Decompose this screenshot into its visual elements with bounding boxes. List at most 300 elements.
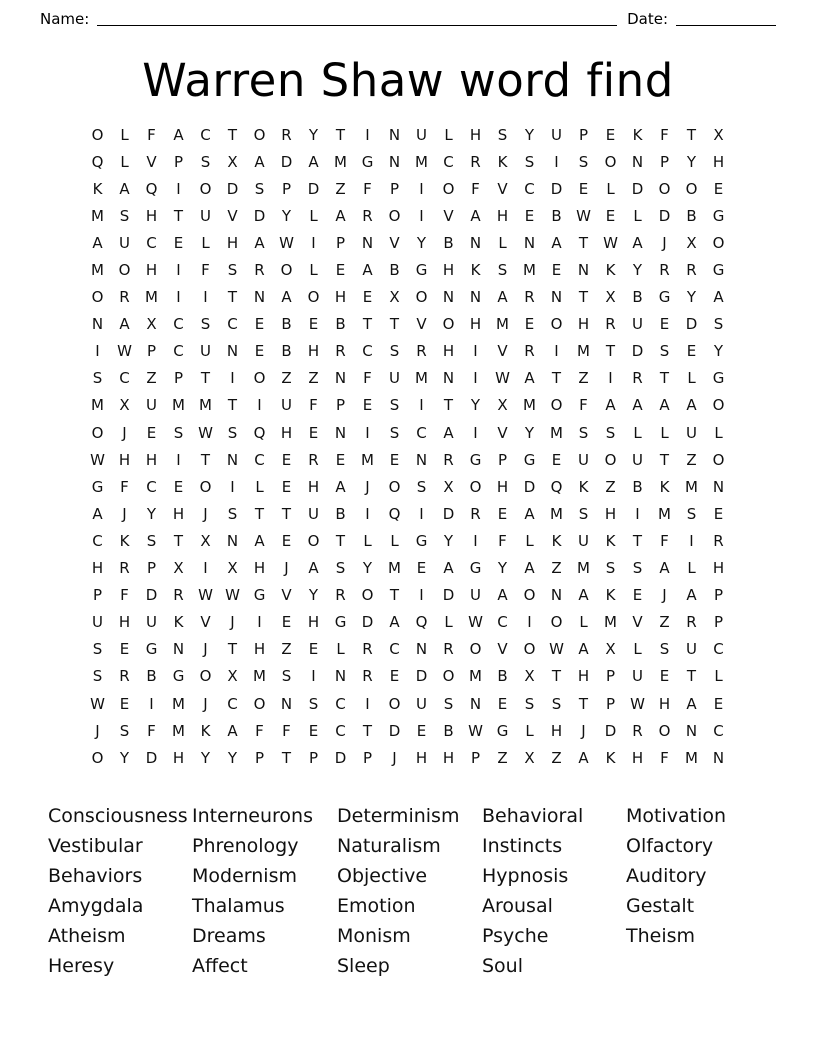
grid-letter: D: [631, 179, 644, 198]
grid-letter: M: [388, 559, 401, 578]
word-item: Arousal: [482, 895, 553, 918]
grid-letter: D: [442, 504, 455, 523]
grid-letter: S: [146, 531, 157, 550]
grid-letter: X: [524, 667, 535, 686]
word-item: Amygdala: [48, 895, 144, 918]
grid-letter: N: [172, 640, 185, 659]
grid-letter: F: [282, 721, 291, 740]
word-item: Heresy: [48, 955, 115, 978]
grid-letter: N: [469, 288, 482, 307]
grid-letter: L: [525, 531, 534, 550]
name-blank-line: [97, 11, 617, 26]
grid-letter: N: [388, 152, 401, 171]
grid-letter: L: [633, 423, 642, 442]
grid-letter: R: [686, 613, 697, 632]
grid-letter: O: [550, 315, 563, 334]
grid-letter: E: [686, 342, 697, 361]
grid-letter: Y: [470, 396, 481, 415]
grid-letter: A: [578, 748, 589, 767]
grid-letter: P: [173, 369, 184, 388]
grid-letter: I: [419, 179, 424, 198]
grid-letter: M: [91, 396, 104, 415]
grid-letter: K: [605, 261, 616, 280]
grid-letter: L: [363, 531, 372, 550]
grid-letter: B: [443, 721, 454, 740]
word-item: Soul: [482, 955, 524, 978]
grid-letter: P: [605, 694, 616, 713]
word-item: Vestibular: [48, 835, 143, 858]
grid-letter: K: [659, 477, 670, 496]
grid-letter: O: [199, 477, 212, 496]
grid-letter: G: [496, 721, 509, 740]
grid-letter: Y: [497, 559, 508, 578]
word-item: Psyche: [482, 925, 549, 948]
grid-letter: L: [498, 233, 507, 252]
grid-letter: S: [713, 315, 724, 334]
grid-letter: D: [685, 315, 698, 334]
grid-letter: S: [443, 694, 454, 713]
grid-letter: R: [470, 504, 481, 523]
grid-letter: S: [389, 423, 400, 442]
grid-letter: L: [336, 640, 345, 659]
grid-letter: Y: [308, 586, 319, 605]
grid-letter: T: [200, 450, 211, 469]
grid-letter: M: [604, 613, 617, 632]
grid-letter: T: [686, 125, 697, 144]
grid-letter: X: [146, 315, 157, 334]
grid-letter: U: [686, 423, 697, 442]
grid-letter: E: [335, 450, 346, 469]
grid-letter: I: [176, 450, 181, 469]
grid-letter: L: [714, 667, 723, 686]
grid-letter: R: [632, 369, 643, 388]
grid-letter: G: [91, 477, 104, 496]
grid-letter: Y: [308, 125, 319, 144]
grid-letter: M: [91, 206, 104, 225]
grid-letter: D: [523, 477, 536, 496]
grid-letter: L: [660, 423, 669, 442]
grid-letter: D: [145, 748, 158, 767]
grid-letter: A: [92, 233, 103, 252]
word-item: Theism: [626, 925, 696, 948]
grid-letter: N: [415, 640, 428, 659]
grid-letter: I: [554, 342, 559, 361]
grid-letter: M: [577, 342, 590, 361]
grid-letter: Y: [227, 748, 238, 767]
grid-letter: T: [551, 667, 562, 686]
grid-letter: M: [685, 748, 698, 767]
grid-letter: H: [631, 748, 644, 767]
grid-letter: M: [469, 667, 482, 686]
grid-letter: E: [713, 179, 724, 198]
grid-letter: D: [550, 179, 563, 198]
grid-letter: H: [442, 748, 455, 767]
grid-letter: O: [523, 640, 536, 659]
grid-letter: F: [498, 531, 507, 550]
grid-letter: E: [605, 206, 616, 225]
grid-letter: K: [92, 179, 103, 198]
grid-letter: S: [632, 559, 643, 578]
grid-letter: C: [254, 450, 265, 469]
grid-letter: G: [523, 450, 536, 469]
grid-letter: C: [497, 613, 508, 632]
grid-letter: P: [713, 586, 724, 605]
grid-letter: W: [630, 694, 645, 713]
grid-letter: S: [605, 559, 616, 578]
grid-letter: D: [280, 152, 293, 171]
grid-letter: I: [95, 342, 100, 361]
grid-letter: S: [200, 152, 211, 171]
grid-letter: N: [523, 233, 536, 252]
grid-letter: W: [90, 694, 105, 713]
grid-letter: N: [550, 288, 563, 307]
grid-letter: E: [524, 206, 535, 225]
grid-letter: E: [146, 423, 157, 442]
grid-letter: G: [172, 667, 185, 686]
grid-letter: L: [309, 261, 318, 280]
grid-letter: V: [497, 179, 508, 198]
grid-letter: A: [497, 288, 508, 307]
grid-letter: X: [605, 288, 616, 307]
grid-letter: M: [172, 721, 185, 740]
grid-letter: J: [230, 613, 235, 632]
grid-letter: H: [712, 152, 725, 171]
grid-letter: S: [119, 721, 130, 740]
grid-letter: E: [254, 315, 265, 334]
grid-letter: H: [469, 315, 482, 334]
grid-letter: I: [230, 369, 235, 388]
grid-letter: E: [173, 477, 184, 496]
grid-letter: Z: [335, 179, 346, 198]
grid-letter: N: [550, 586, 563, 605]
grid-letter: Z: [146, 369, 157, 388]
grid-letter: H: [442, 342, 455, 361]
grid-letter: P: [389, 179, 400, 198]
grid-letter: T: [389, 586, 400, 605]
grid-letter: J: [581, 721, 586, 740]
grid-letter: H: [307, 613, 320, 632]
grid-letter: V: [146, 152, 157, 171]
grid-letter: O: [550, 613, 563, 632]
grid-letter: K: [632, 125, 643, 144]
grid-letter: O: [604, 152, 617, 171]
grid-letter: V: [200, 613, 211, 632]
grid-letter: U: [470, 586, 481, 605]
grid-letter: F: [471, 179, 480, 198]
grid-letter: T: [362, 721, 373, 740]
grid-letter: O: [361, 586, 374, 605]
grid-letter: T: [443, 396, 454, 415]
grid-letter: Y: [119, 748, 130, 767]
grid-letter: F: [309, 396, 318, 415]
grid-letter: U: [632, 315, 643, 334]
grid-letter: H: [658, 694, 671, 713]
grid-letter: S: [227, 504, 238, 523]
grid-letter: F: [147, 125, 156, 144]
grid-letter: O: [523, 586, 536, 605]
grid-letter: W: [90, 450, 105, 469]
grid-letter: R: [605, 315, 616, 334]
grid-letter: H: [118, 613, 131, 632]
grid-letter: Y: [713, 342, 724, 361]
grid-letter: O: [442, 179, 455, 198]
grid-letter: T: [578, 694, 589, 713]
grid-letter: E: [713, 504, 724, 523]
grid-letter: C: [443, 152, 454, 171]
grid-letter: W: [279, 233, 294, 252]
grid-letter: X: [227, 559, 238, 578]
grid-letter: N: [415, 450, 428, 469]
grid-letter: I: [554, 152, 559, 171]
grid-letter: P: [578, 125, 589, 144]
grid-letter: M: [172, 694, 185, 713]
grid-letter: Q: [550, 477, 563, 496]
grid-letter: A: [686, 586, 697, 605]
grid-letter: R: [362, 206, 373, 225]
grid-letter: F: [120, 477, 129, 496]
grid-letter: X: [713, 125, 724, 144]
grid-letter: G: [415, 531, 428, 550]
grid-letter: O: [550, 396, 563, 415]
grid-letter: S: [92, 640, 103, 659]
grid-letter: E: [632, 586, 643, 605]
grid-letter: S: [389, 342, 400, 361]
word-item: Olfactory: [626, 835, 714, 858]
grid-letter: N: [253, 288, 266, 307]
grid-letter: K: [605, 748, 616, 767]
grid-letter: D: [415, 667, 428, 686]
grid-letter: T: [659, 450, 670, 469]
grid-letter: Z: [497, 748, 508, 767]
grid-letter: I: [203, 559, 208, 578]
grid-letter: S: [524, 694, 535, 713]
name-label: Name:: [40, 10, 90, 28]
grid-letter: S: [686, 504, 697, 523]
grid-letter: E: [659, 315, 670, 334]
grid-letter: C: [335, 721, 346, 740]
grid-letter: N: [442, 369, 455, 388]
grid-letter: J: [662, 233, 667, 252]
grid-letter: N: [280, 694, 293, 713]
grid-letter: O: [469, 477, 482, 496]
grid-letter: P: [146, 559, 157, 578]
word-item: Dreams: [192, 925, 266, 948]
grid-letter: R: [524, 342, 535, 361]
grid-letter: S: [200, 315, 211, 334]
grid-letter: T: [362, 315, 373, 334]
grid-letter: S: [308, 694, 319, 713]
grid-letter: M: [334, 152, 347, 171]
grid-letter: H: [253, 640, 266, 659]
grid-letter: A: [308, 559, 319, 578]
grid-letter: A: [578, 640, 589, 659]
grid-letter: A: [308, 152, 319, 171]
grid-letter: L: [120, 152, 129, 171]
grid-letter: H: [253, 559, 266, 578]
grid-letter: O: [442, 667, 455, 686]
grid-letter: T: [200, 369, 211, 388]
grid-letter: Y: [281, 206, 292, 225]
grid-letter: N: [631, 152, 644, 171]
grid-letter: L: [687, 369, 696, 388]
grid-letter: V: [227, 206, 238, 225]
grid-letter: U: [92, 613, 103, 632]
grid-letter: Q: [145, 179, 158, 198]
grid-letter: A: [92, 504, 103, 523]
word-item: Instincts: [482, 835, 563, 858]
grid-letter: H: [307, 342, 320, 361]
grid-letter: O: [685, 179, 698, 198]
grid-letter: J: [95, 721, 100, 740]
grid-letter: E: [578, 179, 589, 198]
word-item: Auditory: [626, 865, 707, 888]
grid-letter: A: [254, 233, 265, 252]
grid-letter: E: [713, 694, 724, 713]
grid-letter: P: [281, 179, 292, 198]
grid-letter: U: [632, 667, 643, 686]
grid-letter: T: [335, 531, 346, 550]
grid-letter: A: [335, 206, 346, 225]
grid-letter: Q: [388, 504, 401, 523]
word-item: Monism: [337, 925, 411, 948]
grid-letter: N: [712, 748, 725, 767]
grid-letter: R: [524, 288, 535, 307]
grid-letter: I: [230, 477, 235, 496]
grid-letter: L: [579, 613, 588, 632]
grid-letter: U: [308, 504, 319, 523]
grid-letter: L: [633, 640, 642, 659]
grid-letter: O: [415, 288, 428, 307]
grid-letter: P: [605, 667, 616, 686]
grid-letter: O: [91, 423, 104, 442]
grid-letter: N: [334, 667, 347, 686]
word-list-column: [48, 801, 192, 981]
grid-letter: S: [227, 423, 238, 442]
grid-letter: C: [227, 315, 238, 334]
grid-letter: N: [388, 125, 401, 144]
grid-letter: H: [469, 125, 482, 144]
grid-letter: N: [334, 423, 347, 442]
grid-letter: L: [525, 721, 534, 740]
grid-letter: M: [91, 261, 104, 280]
grid-letter: O: [199, 667, 212, 686]
grid-letter: R: [713, 531, 724, 550]
grid-letter: F: [660, 531, 669, 550]
grid-letter: N: [469, 233, 482, 252]
grid-letter: R: [362, 640, 373, 659]
grid-letter: V: [281, 586, 292, 605]
puzzle-title: Warren Shaw word find: [142, 54, 674, 107]
grid-letter: E: [416, 721, 427, 740]
grid-letter: U: [119, 233, 130, 252]
grid-letter: J: [662, 586, 667, 605]
grid-letter: A: [173, 125, 184, 144]
word-list-column: [192, 801, 337, 981]
grid-letter: H: [145, 261, 158, 280]
grid-letter: I: [689, 531, 694, 550]
grid-letter: P: [146, 342, 157, 361]
date-blank-line: [676, 11, 776, 26]
grid-letter: Y: [632, 261, 643, 280]
grid-letter: L: [120, 125, 129, 144]
grid-letter: D: [145, 586, 158, 605]
grid-letter: S: [119, 206, 130, 225]
grid-letter: N: [712, 477, 725, 496]
grid-letter: M: [361, 450, 374, 469]
grid-letter: U: [146, 396, 157, 415]
grid-letter: G: [469, 450, 482, 469]
grid-letter: U: [416, 125, 427, 144]
grid-letter: R: [632, 721, 643, 740]
grid-letter: G: [658, 288, 671, 307]
grid-letter: A: [659, 559, 670, 578]
grid-letter: U: [146, 613, 157, 632]
grid-letter: A: [578, 586, 589, 605]
grid-letter: M: [415, 369, 428, 388]
grid-letter: H: [145, 450, 158, 469]
grid-letter: I: [473, 531, 478, 550]
grid-letter: C: [146, 233, 157, 252]
grid-letter: N: [361, 233, 374, 252]
grid-letter: E: [389, 667, 400, 686]
grid-letter: M: [523, 261, 536, 280]
grid-letter: T: [173, 206, 184, 225]
grid-letter: A: [632, 396, 643, 415]
grid-letter: I: [419, 504, 424, 523]
grid-letter: Q: [415, 613, 428, 632]
header-line: [0, 0, 816, 28]
grid-letter: S: [551, 694, 562, 713]
grid-letter: F: [363, 369, 372, 388]
grid-letter: F: [120, 586, 129, 605]
grid-letter: C: [146, 477, 157, 496]
grid-letter: M: [253, 667, 266, 686]
grid-letter: S: [578, 423, 589, 442]
grid-letter: B: [551, 206, 562, 225]
grid-letter: A: [686, 396, 697, 415]
grid-letter: C: [389, 640, 400, 659]
grid-letter: X: [200, 531, 211, 550]
grid-letter: B: [281, 315, 292, 334]
grid-letter: K: [173, 613, 184, 632]
grid-letter: T: [227, 125, 238, 144]
grid-letter: K: [497, 152, 508, 171]
grid-letter: C: [416, 423, 427, 442]
grid-letter: Y: [524, 125, 535, 144]
grid-letter: M: [550, 504, 563, 523]
grid-letter: A: [632, 233, 643, 252]
grid-letter: C: [227, 694, 238, 713]
grid-letter: P: [335, 233, 346, 252]
grid-letter: H: [172, 504, 185, 523]
grid-letter: N: [469, 694, 482, 713]
grid-letter: I: [365, 125, 370, 144]
grid-letter: Y: [443, 531, 454, 550]
grid-letter: O: [118, 261, 131, 280]
grid-letter: O: [91, 748, 104, 767]
word-item: Consciousness: [48, 805, 188, 828]
grid-letter: E: [281, 450, 292, 469]
grid-letter: N: [685, 721, 698, 740]
grid-letter: V: [632, 613, 643, 632]
grid-letter: C: [335, 694, 346, 713]
word-item: Behaviors: [48, 865, 143, 888]
grid-letter: N: [226, 531, 239, 550]
grid-letter: E: [173, 233, 184, 252]
grid-letter: U: [281, 396, 292, 415]
grid-letter: H: [577, 315, 590, 334]
grid-letter: H: [550, 721, 563, 740]
